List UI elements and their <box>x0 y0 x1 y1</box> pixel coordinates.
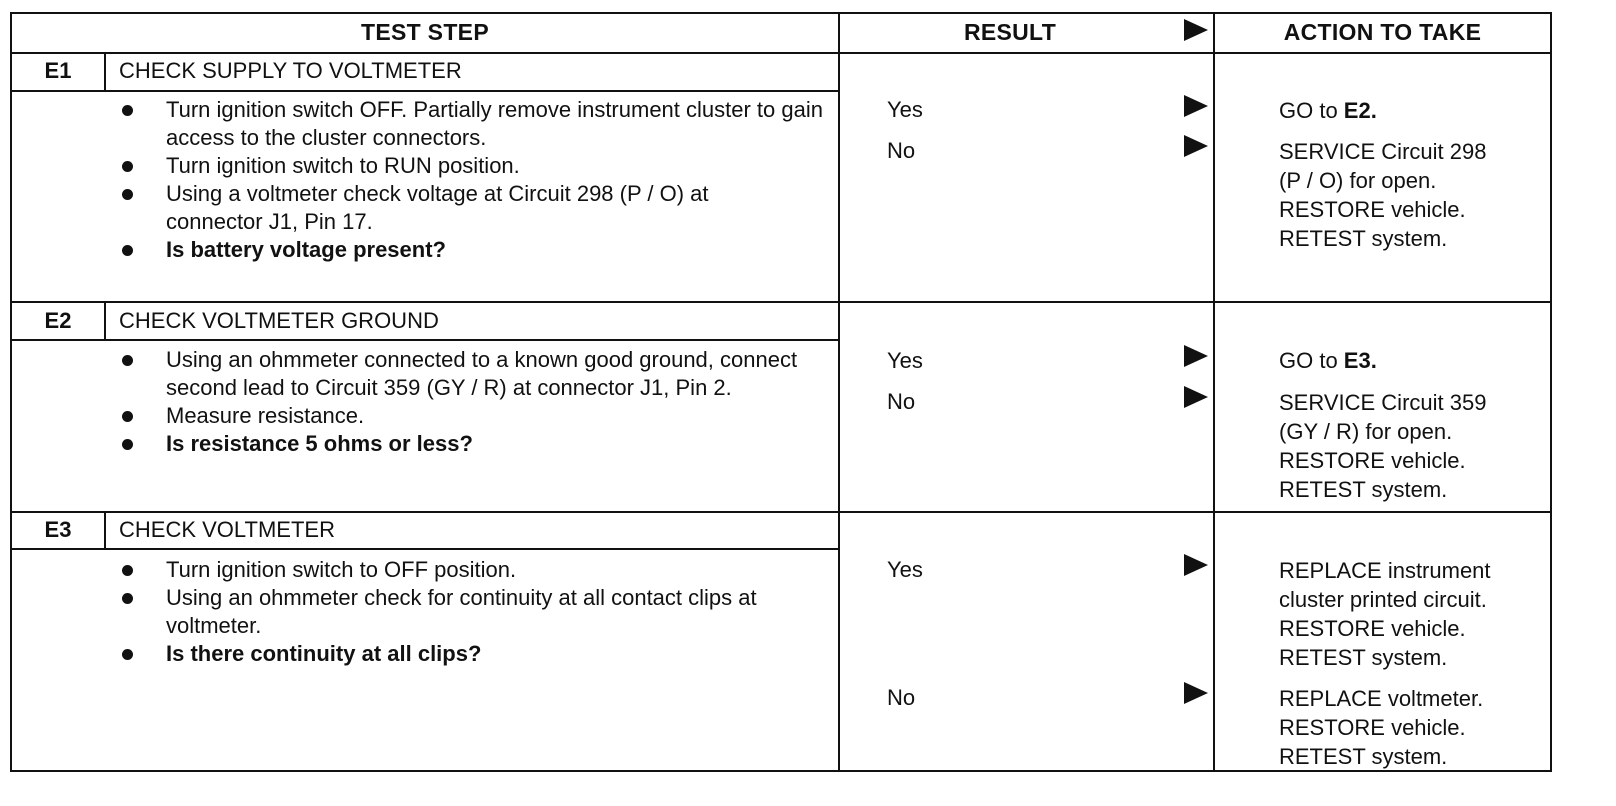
action-text: REPLACE instrument cluster printed circuit. RESTORE vehicle. RETEST system. <box>1279 558 1491 670</box>
action-text: GO to E2. <box>1279 98 1377 123</box>
result-yes: Yes <box>887 97 923 122</box>
instruction-item: Measure resistance. <box>118 402 838 430</box>
arrow-icon <box>1184 95 1208 117</box>
arrow-icon <box>1184 386 1208 408</box>
step-question: Is there continuity at all clips? <box>118 640 838 668</box>
action-column-border <box>1213 12 1215 772</box>
result-yes: Yes <box>887 348 923 373</box>
header-bottom-border <box>10 52 1552 54</box>
step-title: CHECK VOLTMETER GROUND <box>119 308 439 333</box>
row-divider-e3 <box>10 511 1552 513</box>
header-result: RESULT <box>963 18 1057 45</box>
action-text: GO to E3. <box>1279 348 1377 373</box>
action-text: SERVICE Circuit 359 (GY / R) for open. RESTORE vehicle. RETEST system. <box>1279 390 1487 502</box>
instruction-item: Using an ohmmeter check for continuity at all contact clips at voltmeter. <box>118 584 766 640</box>
step-instructions <box>118 346 838 458</box>
e2-title-underline <box>10 339 838 341</box>
instruction-item: Turn ignition switch OFF. Partially remove instrument cluster to gain access to the cluster connectors. <box>118 96 826 152</box>
header-arrow-icon <box>1184 19 1208 41</box>
step-title: CHECK SUPPLY TO VOLTMETER <box>119 58 462 83</box>
table-left-border <box>10 12 12 772</box>
action-text: SERVICE Circuit 298 (P / O) for open. RESTORE vehicle. RETEST system. <box>1279 139 1487 251</box>
step-id: E3 <box>44 517 72 542</box>
arrow-icon <box>1184 554 1208 576</box>
row-divider-e2 <box>10 301 1552 303</box>
result-no: No <box>887 138 916 163</box>
step-instructions <box>118 96 838 264</box>
e1-title-underline <box>10 90 838 92</box>
step-question: Is battery voltage present? <box>118 236 838 264</box>
action-text: REPLACE voltmeter. RESTORE vehicle. RETEST system. <box>1279 686 1484 769</box>
e3-title-underline <box>10 548 838 550</box>
instruction-item: Turn ignition switch to OFF position. <box>118 556 838 584</box>
header-action: ACTION TO TAKE <box>1283 18 1482 45</box>
instruction-item: Turn ignition switch to RUN position. <box>118 152 838 180</box>
header-test-step: TEST STEP <box>361 18 489 45</box>
step-id: E2 <box>44 308 72 333</box>
step-id: E1 <box>44 58 72 83</box>
step-question: Is resistance 5 ohms or less? <box>118 430 838 458</box>
instruction-item: Using a voltmeter check voltage at Circuit 298 (P / O) at connector J1, Pin 17. <box>118 180 766 236</box>
result-no: No <box>887 389 916 414</box>
step-instructions <box>118 556 838 668</box>
step-title: CHECK VOLTMETER <box>119 517 335 542</box>
result-no: No <box>887 685 916 710</box>
arrow-icon <box>1184 135 1208 157</box>
result-column-border <box>838 12 840 772</box>
arrow-icon <box>1184 682 1208 704</box>
result-yes: Yes <box>887 557 923 582</box>
instruction-item: Using an ohmmeter connected to a known good ground, connect second lead to Circuit 359 (GY / R) at connector J1, Pin 2. <box>118 346 806 402</box>
arrow-icon <box>1184 345 1208 367</box>
